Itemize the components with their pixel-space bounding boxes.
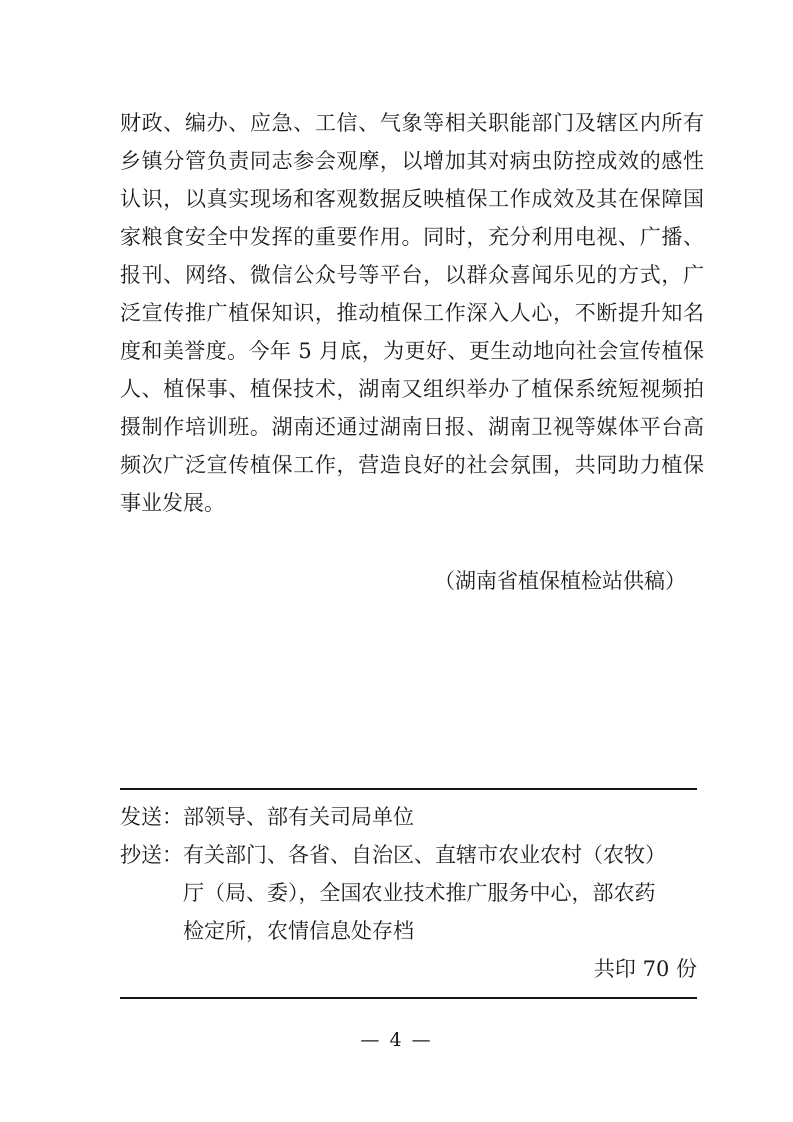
send-text: 部领导、部有关司局单位 xyxy=(183,805,414,829)
body-line: 泛宣传推广植保知识，推动植保工作深入人心，不断提升知名 xyxy=(120,301,704,325)
copy-line: 厅（局、委），全国农业技术推广服务中心，部农药 xyxy=(183,881,656,905)
send-label: 发送： xyxy=(120,805,183,829)
body-line: 报刊、网络、微信公众号等平台，以群众喜闻乐见的方式，广 xyxy=(120,263,704,287)
body-line: 财政、编办、应急、工信、气象等相关职能部门及辖区内所有 xyxy=(120,111,704,135)
copy-line xyxy=(120,836,697,874)
copy-text: 有关部门、各省、自治区、直辖市农业农村（农牧） xyxy=(183,843,666,867)
page-number: — 4 — xyxy=(360,1029,433,1051)
print-copies: 共印 70 份 xyxy=(593,957,697,981)
send-line xyxy=(120,798,697,836)
body-line: 度和美誉度。今年 5 月底，为更好、更生动地向社会宣传植保 xyxy=(120,339,704,363)
separator-line xyxy=(120,997,697,999)
body-line: 频次广泛宣传植保工作，营造良好的社会氛围，共同助力植保 xyxy=(120,453,704,477)
copy-label: 抄送： xyxy=(120,843,183,867)
distribution-footer xyxy=(120,788,697,999)
body-line: 认识，以真实现场和客观数据反映植保工作成效及其在保障国 xyxy=(120,187,704,211)
body-paragraph xyxy=(120,104,704,522)
copy-line: 检定所，农情信息处存档 xyxy=(183,919,414,943)
body-line: 人、植保事、植保技术，湖南又组织举办了植保系统短视频拍 xyxy=(120,377,704,401)
attribution-line: （湖南省植保植检站供稿） xyxy=(434,569,686,593)
body-line: 乡镇分管负责同志参会观摩，以增加其对病虫防控成效的感性 xyxy=(120,149,704,173)
body-line: 摄制作培训班。湖南还通过湖南日报、湖南卫视等媒体平台高 xyxy=(120,415,704,439)
body-line: 事业发展。 xyxy=(120,491,225,515)
separator-line xyxy=(120,788,697,790)
body-line: 家粮食安全中发挥的重要作用。同时，充分利用电视、广播、 xyxy=(120,225,704,249)
